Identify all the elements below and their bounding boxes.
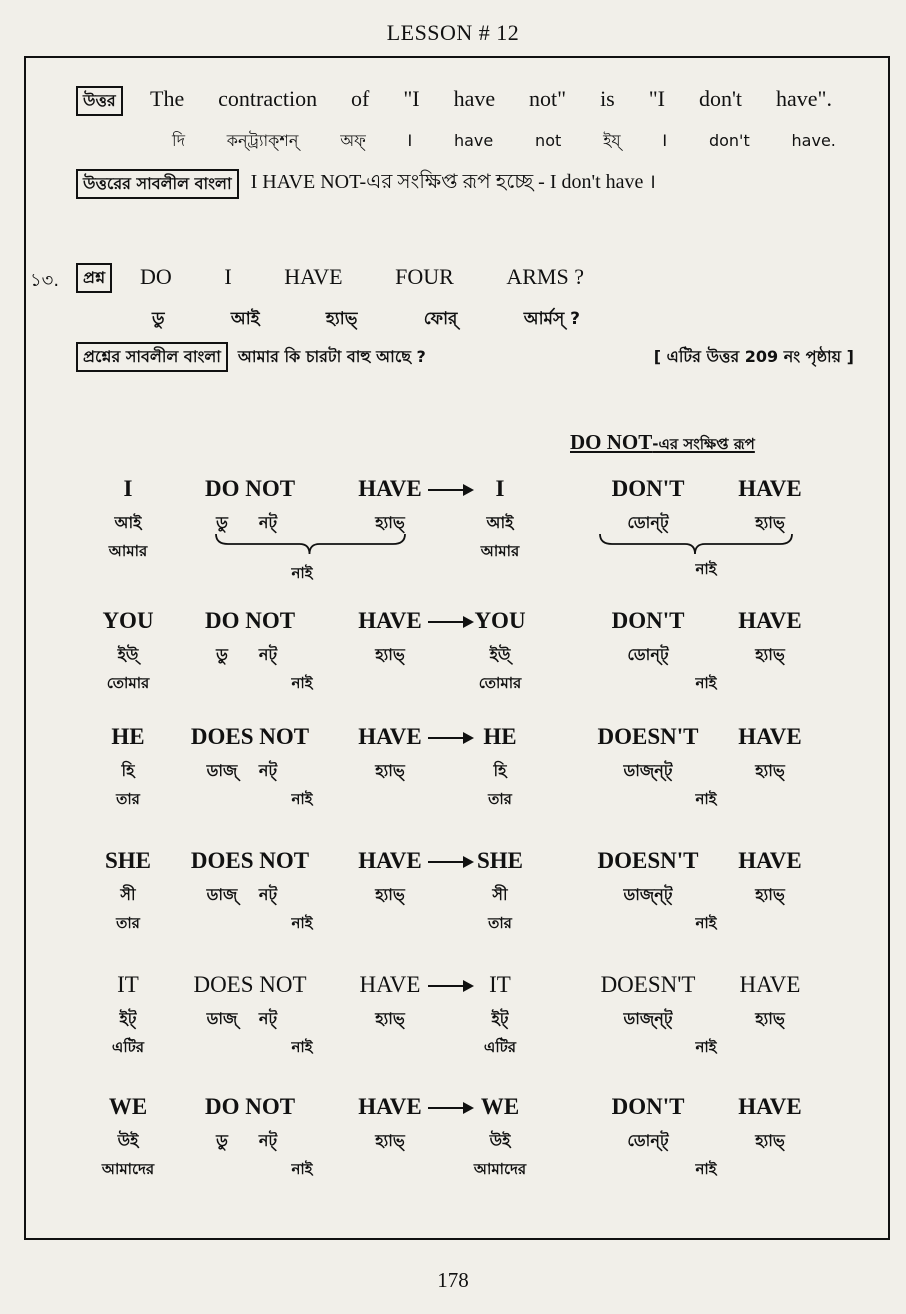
verb-pronunciation: হ্যাভ্ [375,885,405,904]
aux-pronunciation-1: ডু [216,1131,228,1150]
answer-pron-word: don't [708,131,750,150]
question-number: ১৩. [30,270,60,291]
subject-meaning-repeat: তোমার [478,674,522,692]
question-fluent-text: আমার কি চারটা বাহু আছে ? [237,346,426,366]
have-not-meaning-repeat: নাই [695,674,717,692]
answer-pron-word: have. [791,131,836,150]
have-not-meaning-repeat: নাই [695,914,717,932]
section-heading [570,430,755,458]
subject-repeat: YOU [474,608,526,633]
verb-pronunciation-repeat: হ্যাভ্ [755,1009,785,1028]
verb: HAVE [358,476,422,501]
section-heading-en: DO NOT [570,430,653,454]
question-pron-word: আর্মস্ ? [523,309,580,329]
verb-repeat: HAVE [738,1094,802,1119]
subject-meaning-repeat: তার [488,790,512,808]
subject-repeat: I [495,476,505,501]
subject-pronunciation: আই [114,513,142,532]
contraction: DOESN'T [597,724,699,749]
arrow-icon [428,621,466,623]
answer-sentence [150,86,832,112]
subject: IT [117,972,139,997]
arrow-icon [428,861,466,863]
answer-pron-word: not [535,131,562,150]
auxiliary: DO NOT [204,476,296,501]
subject-meaning-repeat: তার [488,914,512,932]
question-sentence [140,264,584,290]
verb-pronunciation-repeat: হ্যাভ্ [755,513,785,532]
aux-pronunciation-2: নট্ [258,645,278,664]
subject-repeat: HE [483,724,517,749]
subject-meaning-repeat: এটির [483,1038,517,1056]
verb: HAVE [358,1094,422,1119]
have-not-meaning-repeat: নাই [695,790,717,808]
have-not-meaning: নাই [291,674,313,692]
contraction-pronunciation: ডোন্ট্ [627,513,669,532]
answer-word: of [351,86,370,111]
subject: HE [111,724,145,749]
question-word: HAVE [284,264,343,289]
subject: I [123,476,133,501]
subject: WE [108,1094,148,1119]
contraction: DOESN'T [597,848,699,873]
question-word: I [224,264,232,289]
contraction: DON'T [611,476,685,501]
verb-pronunciation: হ্যাভ্ [375,761,405,780]
answer-word: "I [403,86,420,111]
verb-pronunciation-repeat: হ্যাভ্ [755,761,785,780]
answer-pron-word: I [662,131,668,150]
section-heading-bn: -এর সংক্ষিপ্ত রূপ [652,435,755,453]
verb-repeat: HAVE [738,476,802,501]
answer-word: "I [648,86,665,111]
answer-page-reference: [ এটির উত্তর 209 নং পৃষ্ঠায় ] [653,347,854,366]
answer-pron-word: দি [172,131,185,150]
subject-meaning: তার [116,914,140,932]
question-fluent-tag: প্রশ্নের সাবলীল বাংলা [76,342,228,372]
contraction: DOESN'T [600,972,696,997]
contraction-pronunciation: ডাজ্‌ন্ট্ [623,1009,673,1028]
have-not-meaning: নাই [291,914,313,932]
subject: SHE [104,848,152,873]
subject-pronunciation-repeat: আই [486,513,514,532]
question-word: FOUR [395,264,454,289]
subject-pronunciation: ইট্ [119,1009,137,1028]
answer-pron-word: কন্‌ট্র্যাক্‌শন্ [226,131,299,150]
answer-word: is [600,86,615,111]
question-pron-word: আই [230,309,260,329]
subject-meaning-repeat: আমাদের [473,1160,527,1178]
subject: YOU [102,608,154,633]
question-pron-word: ফোর্ [423,309,458,329]
question-word: ARMS ? [506,264,584,289]
contraction: DON'T [611,1094,685,1119]
page-number: 178 [437,1268,469,1292]
subject-pronunciation-repeat: উই [489,1131,511,1150]
verb-pronunciation-repeat: হ্যাভ্ [755,885,785,904]
aux-pronunciation-1: ডাজ্ [206,885,238,904]
verb-repeat: HAVE [738,724,802,749]
verb-pronunciation-repeat: হ্যাভ্ [755,645,785,664]
aux-pronunciation-2: নট্ [258,1131,278,1150]
answer-pron-word: I [407,131,413,150]
subject-meaning: এটির [111,1038,145,1056]
answer-fluent-tag: উত্তরের সাবলীল বাংলা [76,169,239,199]
have-not-meaning: নাই [291,564,313,582]
auxiliary: DOES NOT [193,972,307,997]
subject-pronunciation-repeat: হি [493,761,507,780]
subject-repeat: WE [480,1094,520,1119]
auxiliary: DO NOT [204,608,296,633]
aux-pronunciation-2: নট্ [258,885,278,904]
verb-pronunciation: হ্যাভ্ [375,1131,405,1150]
verb-repeat: HAVE [738,848,802,873]
question-tag: প্রশ্ন [76,263,112,293]
question-pron-word: ডু [152,309,165,329]
subject-pronunciation-repeat: ইট্ [491,1009,509,1028]
have-not-meaning-repeat: নাই [695,560,717,578]
subject-pronunciation: ইউ্ [117,645,139,664]
answer-word: contraction [218,86,318,111]
subject-meaning: তোমার [106,674,150,692]
contraction-pronunciation: ডাজ্‌ন্ট্ [623,885,673,904]
answer-pron-word: have [453,131,494,150]
answer-pron-word: ইয্ [603,131,621,150]
subject-repeat: SHE [476,848,524,873]
arrow-icon [428,737,466,739]
subject-pronunciation: সী [120,885,136,904]
question-pron-word: হ্যাভ্ [325,309,358,329]
aux-pronunciation-1: ডু [216,645,228,664]
subject-pronunciation-repeat: সী [492,885,508,904]
contraction-pronunciation: ডোন্ট্ [627,1131,669,1150]
arrow-icon [428,985,466,987]
verb-repeat: HAVE [739,972,801,997]
verb-pronunciation: হ্যাভ্ [375,1009,405,1028]
verb: HAVE [358,724,422,749]
answer-pron-word: অফ্ [340,131,366,150]
subject-pronunciation: হি [121,761,135,780]
contraction-pronunciation: ডোন্ট্ [627,645,669,664]
subject-meaning: আমার [108,542,148,560]
auxiliary: DOES NOT [190,724,310,749]
aux-pronunciation-1: ডাজ্ [206,761,238,780]
auxiliary: DOES NOT [190,848,310,873]
answer-tag: উত্তর [76,86,123,116]
answer-word: don't [698,86,743,111]
question-pronunciation [152,306,580,334]
subject-pronunciation-repeat: ইউ্ [489,645,511,664]
contraction-pronunciation: ডাজ্‌ন্ট্ [623,761,673,780]
subject-meaning: তার [116,790,140,808]
verb-pronunciation: হ্যাভ্ [375,645,405,664]
verb: HAVE [358,608,422,633]
aux-pronunciation-1: ডাজ্ [206,1009,238,1028]
have-not-meaning: নাই [291,1160,313,1178]
verb: HAVE [359,972,421,997]
answer-word: The [150,86,185,111]
subject-meaning-repeat: আমার [480,542,520,560]
answer-word: have". [775,86,832,111]
arrow-icon [428,1107,466,1109]
have-not-meaning: নাই [291,790,313,808]
aux-pronunciation-1: ডু [216,513,228,532]
aux-pronunciation-2: নট্ [258,761,278,780]
verb-pronunciation-repeat: হ্যাভ্ [755,1131,785,1150]
subject-repeat: IT [489,972,511,997]
auxiliary: DO NOT [204,1094,296,1119]
lesson-title: LESSON # 12 [386,20,520,45]
have-not-meaning-repeat: নাই [695,1038,717,1056]
answer-word: have [453,86,496,111]
question-word: DO [140,264,172,289]
subject-pronunciation: উই [117,1131,139,1150]
aux-pronunciation-2: নট্ [258,1009,278,1028]
have-not-meaning: নাই [291,1038,313,1056]
answer-fluent-text: I HAVE NOT-এর সংক্ষিপ্ত রূপ হচ্ছে - I don't have । [250,171,656,193]
aux-pronunciation-2: নট্ [258,513,278,532]
have-not-meaning-repeat: নাই [695,1160,717,1178]
brace-icon [598,532,796,558]
brace-icon [214,532,409,558]
verb: HAVE [358,848,422,873]
verb-pronunciation: হ্যাভ্ [375,513,405,532]
subject-meaning: আমাদের [101,1160,155,1178]
contraction: DON'T [611,608,685,633]
verb-repeat: HAVE [738,608,802,633]
answer-pronunciation [172,128,836,155]
answer-word: not" [529,86,567,111]
arrow-icon [428,489,466,491]
